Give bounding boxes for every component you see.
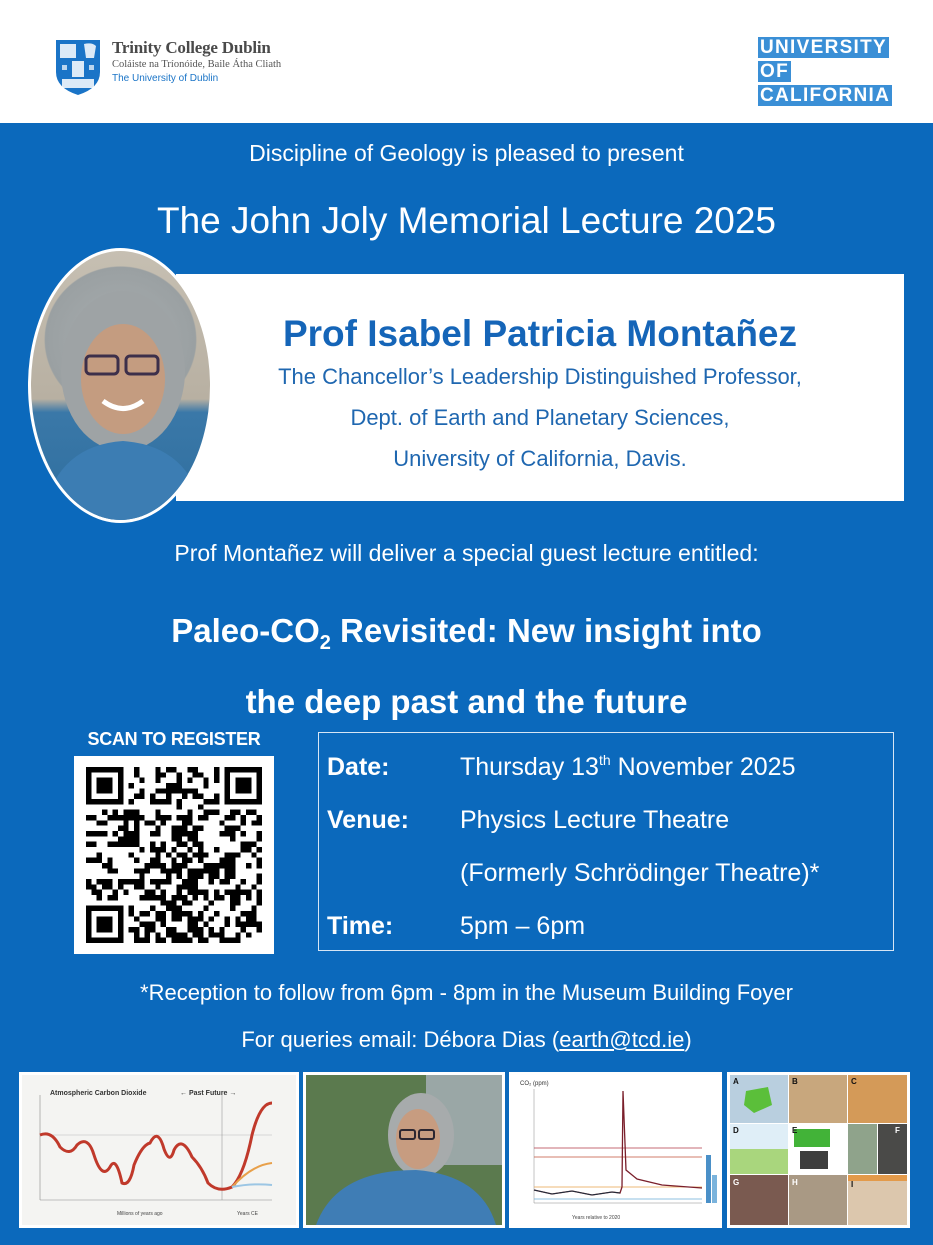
intro-line: Discipline of Geology is pleased to present (249, 140, 684, 166)
co2-projection-chart (509, 1072, 722, 1228)
uc-logo (758, 37, 892, 109)
uc-logo-line: OF (760, 61, 789, 82)
time-value: 5pm – 6pm (460, 912, 586, 940)
speaker-role-line: The Chancellor’s Leadership Distinguished Professor, (278, 364, 802, 389)
svg-text:Years relative to 2020: Years relative to 2020 (572, 1215, 621, 1221)
date-text: November 2025 (610, 753, 796, 781)
talk-title-subscript: 2 (319, 632, 331, 654)
reception-note: *Reception to follow from 6pm - 8pm in the Museum Building Foyer (140, 980, 793, 1005)
venue-label: Venue: (327, 806, 409, 834)
talk-intro: Prof Montañez will deliver a special guest lecture entitled: (174, 540, 759, 566)
queries-text: For queries email: Débora Dias ( (241, 1027, 560, 1052)
chart-title: Atmospheric Carbon Dioxide (50, 1090, 147, 1097)
queries-text: ) (684, 1027, 692, 1052)
date-ordinal: th (598, 752, 611, 768)
date-label: Date: (327, 753, 390, 781)
svg-text:F: F (895, 1126, 900, 1135)
svg-text:I: I (851, 1180, 854, 1189)
microscopy-panel-figure (727, 1072, 910, 1228)
talk-title-line-1 (0, 595, 933, 666)
time-label: Time: (327, 912, 394, 940)
talk-title-part: Revisited: New insight into (330, 612, 762, 649)
talk-title (0, 595, 933, 737)
queries-line (0, 1027, 933, 1053)
qr-code[interactable] (74, 756, 274, 954)
tcd-logo-text (112, 38, 281, 84)
speaker-portrait-photo (28, 248, 213, 523)
venue-line-1: Physics Lecture Theatre (460, 806, 730, 834)
svg-text:D: D (733, 1126, 739, 1135)
uc-logo-line: UNIVERSITY (760, 37, 888, 58)
tcd-name: Trinity College Dublin (112, 38, 271, 57)
speaker-role-line: University of California, Davis. (393, 446, 687, 471)
speaker-info (210, 312, 870, 479)
svg-text:← Past Future →: ← Past Future → (180, 1090, 237, 1097)
svg-text:B: B (792, 1077, 798, 1086)
speaker-role-line: Dept. of Earth and Planetary Sciences, (350, 405, 730, 430)
svg-text:G: G (733, 1178, 740, 1187)
svg-text:Years CE: Years CE (237, 1211, 258, 1217)
date-value (460, 753, 795, 782)
date-text: Thursday 13 (460, 753, 599, 781)
svg-text:E: E (792, 1126, 798, 1135)
talk-title-part: Paleo-CO (171, 612, 320, 649)
speaker-name: Prof Isabel Patricia Montañez (282, 313, 798, 354)
event-details-box (318, 732, 894, 951)
lecture-title: The John Joly Memorial Lecture 2025 (156, 200, 777, 241)
talk-title-line-2: the deep past and the future (245, 683, 688, 720)
uc-logo-line: CALIFORNIA (760, 85, 891, 106)
tcd-irish-name: Coláiste na Tríonóide, Baile Átha Cliath (112, 59, 282, 70)
speaker-outdoor-photo (303, 1072, 505, 1228)
email-link[interactable]: earth@tcd.ie (559, 1027, 685, 1052)
scan-to-register-label: SCAN TO REGISTER (87, 729, 261, 749)
svg-text:A: A (733, 1077, 739, 1086)
venue-line-2: (Formerly Schrödinger Theatre)* (460, 859, 820, 887)
tcd-subtitle: The University of Dublin (112, 73, 219, 84)
tcd-shield-icon (54, 38, 102, 96)
svg-text:H: H (792, 1178, 798, 1187)
atmospheric-co2-chart (19, 1072, 299, 1228)
svg-text:CO₂ (ppm): CO₂ (ppm) (520, 1081, 549, 1087)
svg-text:C: C (851, 1077, 857, 1086)
svg-text:Millions of years ago: Millions of years ago (117, 1211, 163, 1217)
